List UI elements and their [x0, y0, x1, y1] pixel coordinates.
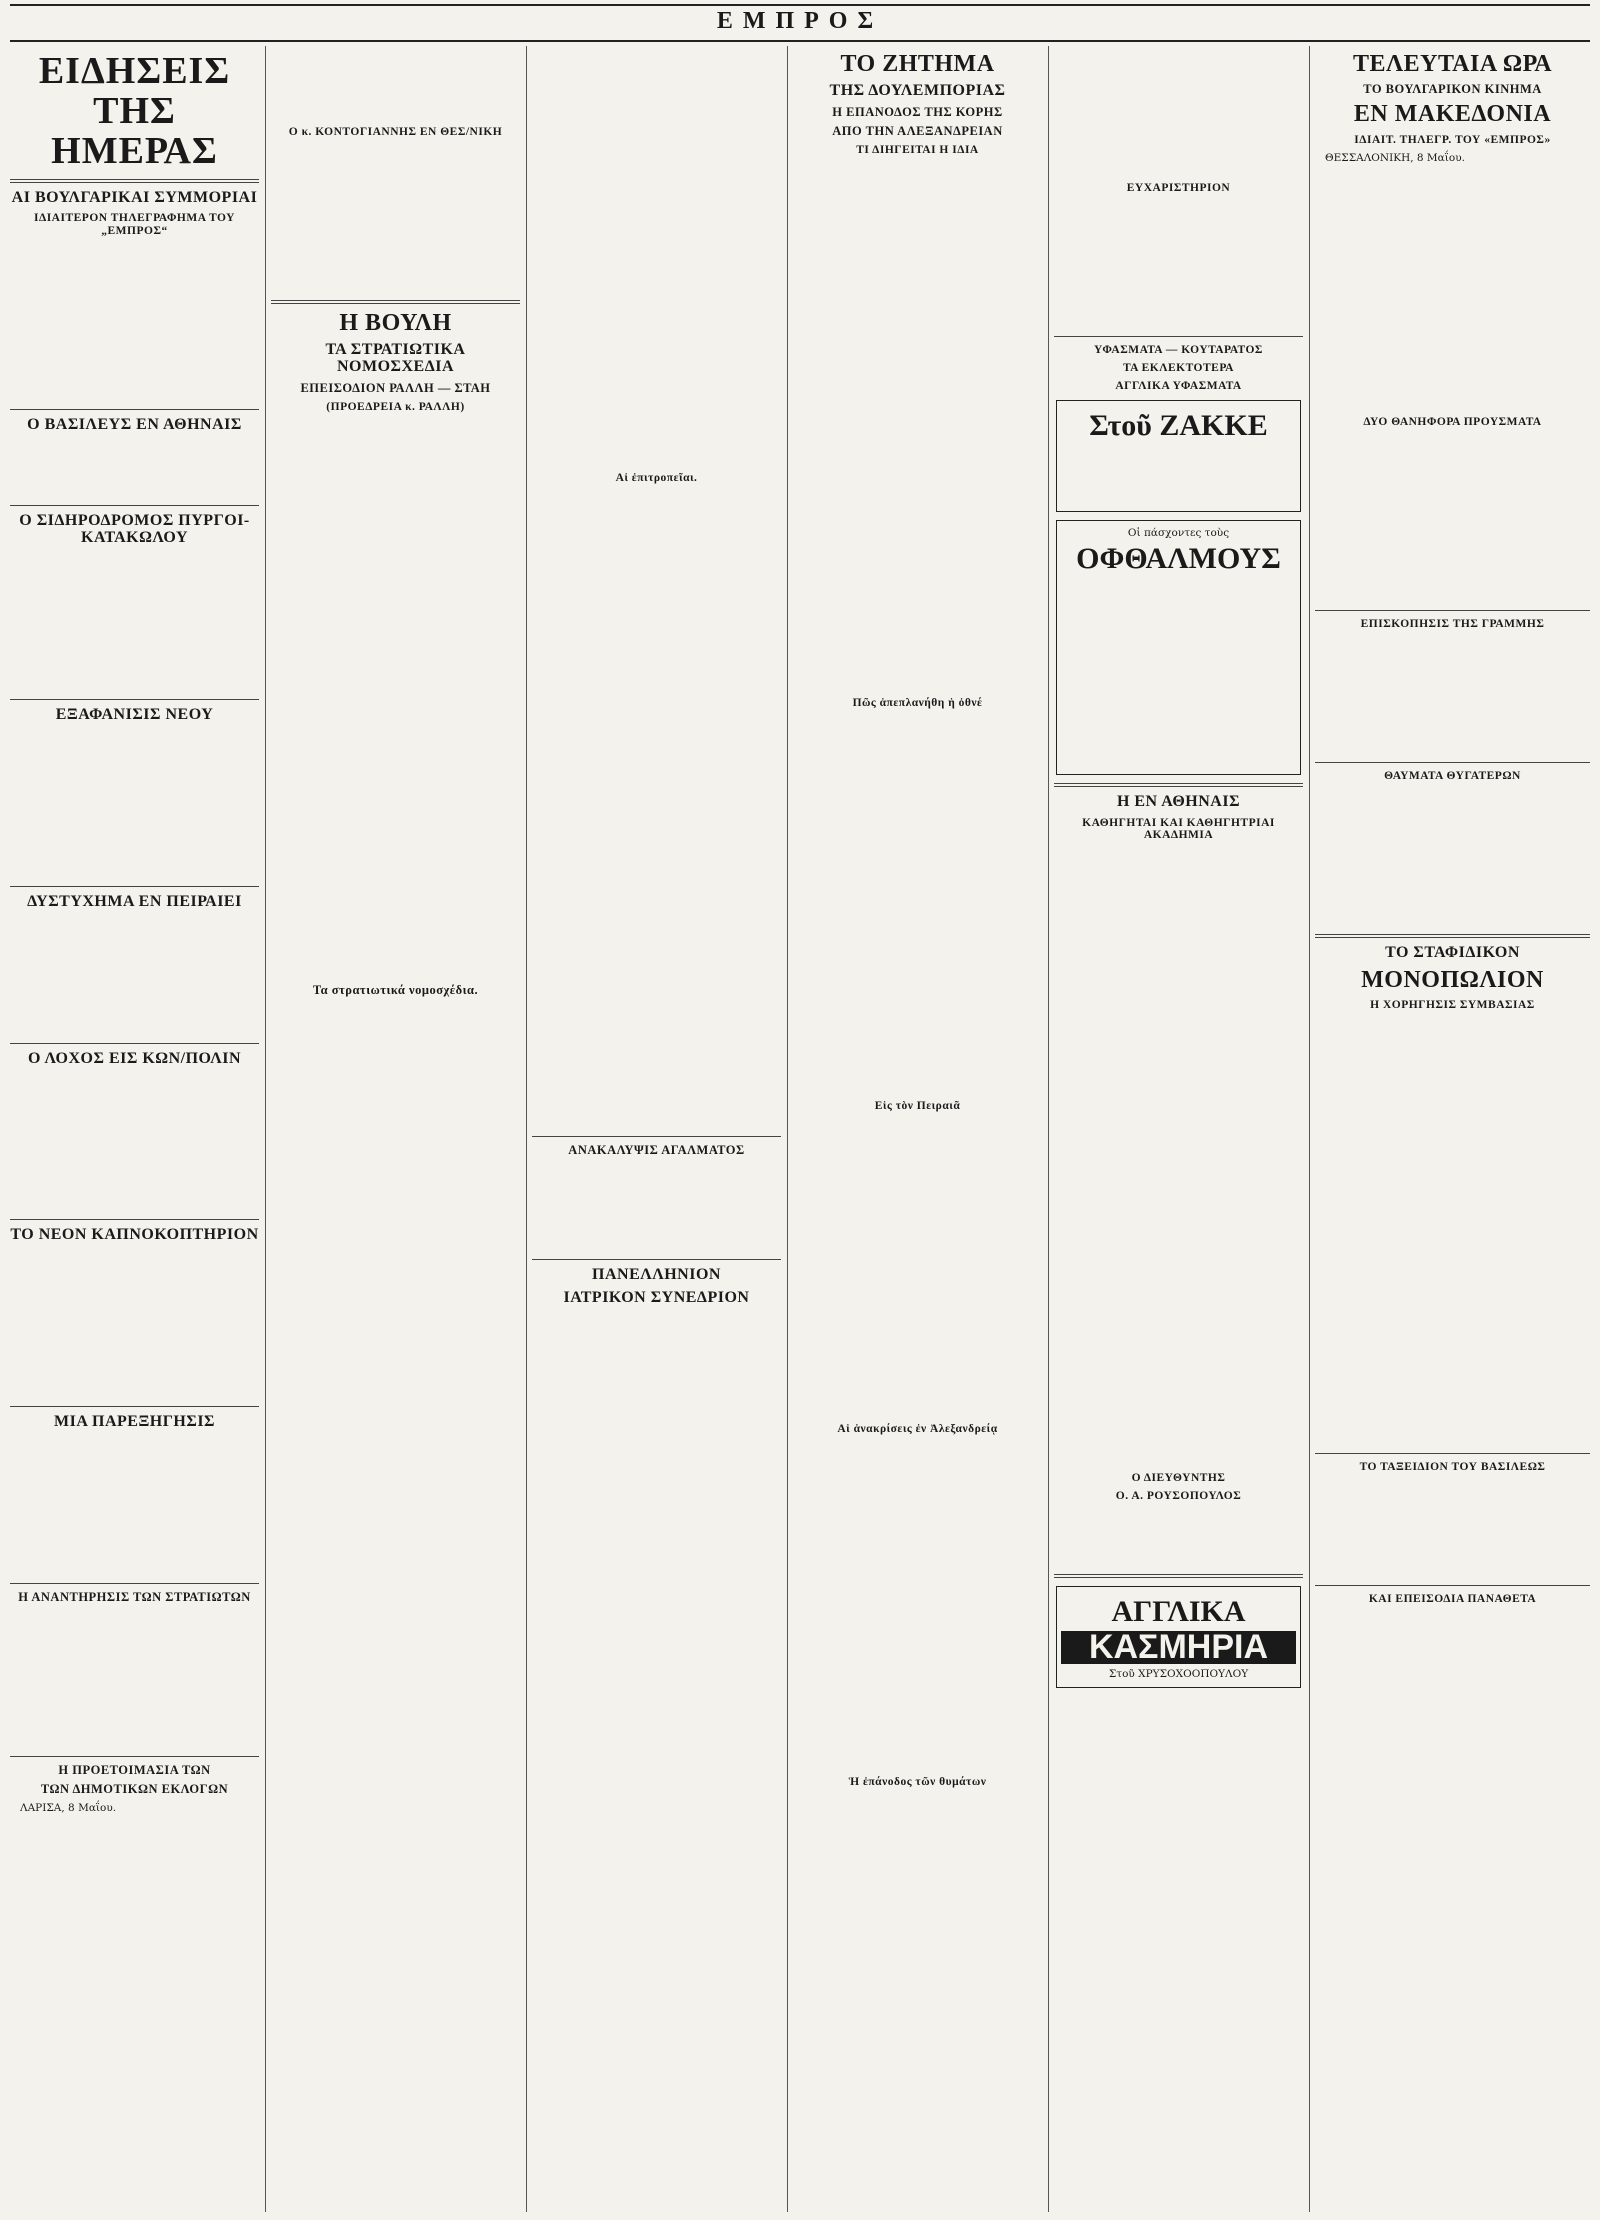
section-heading: ΥΦΑΣΜΑΤΑ — ΚΟΥΤΑΡΑΤΟΣ: [1094, 344, 1263, 357]
text-block: [793, 161, 1042, 691]
advert-english: ΑΓΓΛΙΚΑ: [1111, 1595, 1246, 1629]
divider: [10, 1043, 259, 1044]
section-heading: ΕΝ ΜΑΚΕΔΟΝΙΑ: [1353, 101, 1552, 128]
divider: [10, 1756, 259, 1757]
divider: [1054, 783, 1303, 787]
text-block: [1061, 578, 1296, 768]
text-block: [10, 729, 259, 879]
column-2: [271, 46, 520, 2212]
column-rule: [1048, 46, 1049, 2212]
text-block: [10, 1249, 259, 1399]
text-block: [1054, 46, 1303, 176]
section-heading: ΠΑΝΕΛΛΗΝΙΟΝ: [592, 1266, 721, 1284]
section-heading: ΕΥΧΑΡΙΣΤΗΡΙΟΝ: [1126, 182, 1231, 194]
dateline: ΘΕΣΣΑΛΟΝΙΚΗ, 8 Μαΐου.: [1325, 151, 1465, 164]
section-heading: Η ΕΠΑΝΟΔΟΣ ΤΗΣ ΚΟΡΗΣ: [832, 104, 1003, 119]
advert-zakke: [1056, 400, 1301, 512]
text-block: [10, 1609, 259, 1749]
divider: [1315, 762, 1590, 763]
text-block: [10, 242, 259, 402]
section-heading: Ο κ. ΚΟΝΤΟΓΙΑΝΝΗΣ ΕΝ ΘΕΣ/ΝΙΚΗ: [288, 126, 503, 138]
section-heading: ΔΥΟ ΘΑΝΗΦΟΡΑ ΠΡΟΥΣΜΑΤΑ: [1363, 415, 1542, 428]
section-heading: ΙΑΤΡΙΚΟΝ ΣΥΝΕΔΡΙΟΝ: [563, 1288, 750, 1306]
section-heading: Αἱ ἀνακρίσεις ἐν Ἀλεξανδρείᾳ: [837, 1423, 998, 1436]
text-block: [10, 916, 259, 1036]
column-rule: [265, 46, 266, 2212]
section-heading: Ο ΣΙΔΗΡΟΔΡΟΜΟΣ ΠΥΡΓΟΙ-ΚΑΤΑΚΩΛΟΥ: [19, 512, 250, 547]
section-heading: Η ΠΡΟΕΤΟΙΜΑΣΙΑ ΤΩΝ: [58, 1763, 211, 1778]
column-rule: [787, 46, 788, 2212]
text-block: [1315, 787, 1590, 927]
advert-lead: Οἱ πάσχοντες τοὺς: [1127, 527, 1230, 540]
column-rule: [1309, 46, 1310, 2212]
telegram-note: ΙΔΙΑΙΤ. ΤΗΛΕΓΡ. ΤΟΥ «ΕΜΠΡΟΣ»: [1354, 133, 1551, 146]
section-heading: ΤΕΛΕΥΤΑΙΑ ΩΡΑ: [1352, 51, 1553, 77]
divider: [10, 179, 259, 183]
advert-brand: Στοῦ ΖΑΚΚΕ: [1089, 409, 1268, 443]
section-heading: Πῶς ἀπεπλανήθη ἡ ὀθνέ: [852, 697, 983, 710]
divider: [532, 1259, 781, 1260]
section-heading: ΑΙ ΒΟΥΛΓΑΡΙΚΑΙ ΣΥΜΜΟΡΙΑΙ: [11, 188, 258, 206]
divider: [10, 886, 259, 887]
section-heading: ΜΟΝΟΠΩΛΙΟΝ: [1361, 966, 1544, 993]
divider: [532, 1136, 781, 1137]
text-block: [1054, 846, 1303, 1466]
text-block: [532, 1312, 781, 1912]
section-heading: Εἰς τὸν Πειραιᾶ: [874, 1100, 961, 1113]
section-heading: ΤΩΝ ΔΗΜΟΤΙΚΩΝ ΕΚΛΟΓΩΝ: [40, 1782, 229, 1797]
column-6: [1315, 46, 1590, 2212]
advert-cashmere: [1056, 1586, 1301, 1688]
divider: [10, 1219, 259, 1220]
section-heading: ΜΙΑ ΠΑΡΕΞΗΓΗΣΙΣ: [54, 1413, 215, 1431]
masthead-title: ΕΜΠΡΟΣ: [716, 8, 884, 34]
text-block: [1315, 635, 1590, 755]
section-heading: ΚΑΘΗΓΗΤΑΙ ΚΑΙ ΚΑΘΗΓΗΤΡΙΑΙ ΑΚΑΔΗΜΙΑ: [1082, 817, 1275, 842]
divider: [10, 1583, 259, 1584]
section-heading: ΤΟ ΝΕΟΝ ΚΑΠΝΟΚΟΠΤΗΡΙΟΝ: [10, 1226, 259, 1244]
text-block: [793, 1117, 1042, 1417]
text-block: [532, 46, 781, 466]
columns: [10, 46, 1590, 2212]
section-heading: Η ΧΟΡΗΓΗΣΙΣ ΣΥΜΒΑΣΙΑΣ: [1370, 998, 1535, 1011]
text-block: [10, 438, 259, 498]
masthead: [0, 0, 1600, 44]
text-block: [532, 1162, 781, 1252]
text-block: [10, 1436, 259, 1576]
divider: [271, 300, 520, 304]
text-block: [1315, 433, 1590, 603]
section-heading: Ο ΛΟΧΟΣ ΕΙΣ ΚΩΝ/ΠΟΛΙΝ: [27, 1049, 242, 1067]
section-heading: ΘΑΥΜΑΤΑ ΘΥΓΑΤΕΡΩΝ: [1384, 769, 1521, 782]
section-heading: ΔΥΣΤΥΧΗΜΑ ΕΝ ΠΕΙΡΑΙΕΙ: [27, 892, 242, 910]
section-heading: ΤΟ ΤΑΞΕΙΔΙΟΝ ΤΟΥ ΒΑΣΙΛΕΩΣ: [1359, 1461, 1546, 1473]
section-heading: Αἱ ἐπιτροπεῖαι.: [615, 472, 698, 484]
divider: [10, 1406, 259, 1407]
text-block: [1054, 1507, 1303, 1567]
section-heading: ΤΟ ΣΤΑΦΙΔΙΚΟΝ: [1385, 943, 1520, 961]
divider: [10, 505, 259, 506]
section-heading: ΕΠΙΣΚΟΠΗΣΙΣ ΤΗΣ ΓΡΑΜΜΗΣ: [1360, 617, 1545, 630]
masthead-rule-top: [10, 4, 1590, 6]
divider: [1315, 934, 1590, 938]
divider: [1054, 336, 1303, 337]
text-block: [271, 46, 520, 120]
text-block: [1315, 1016, 1590, 1446]
text-block: [793, 714, 1042, 1094]
signature-title: Ο ΔΙΕΥΘΥΝΤΗΣ: [1131, 1472, 1226, 1485]
text-block: [271, 418, 520, 978]
text-block: [1061, 445, 1296, 505]
section-heading: Η ΕΝ ΑΘΗΝΑΙΣ: [1116, 793, 1241, 811]
section-heading: ΤΙ ΔΙΗΓΕΙΤΑΙ Η ΙΔΙΑ: [856, 144, 979, 157]
section-heading: ΚΑΙ ΕΠΕΙΣΟΔΙΑ ΠΑΝΑΘΕΤΑ: [1368, 1593, 1537, 1606]
section-heading: Τα στρατιωτικά νομοσχέδια.: [312, 983, 479, 998]
section-heading: ΕΞΑΦΑΝΙΣΙΣ ΝΕΟΥ: [55, 705, 214, 723]
text-block: [10, 1072, 259, 1212]
divider: [10, 409, 259, 410]
text-block: [1054, 199, 1303, 329]
fabrics-line: ΤΑ ΕΚΛΕΚΤΟΤΕΡΑ: [1123, 362, 1234, 375]
section-heading: ΑΠΟ ΤΗΝ ΑΛΕΞΑΝΔΡΕΙΑΝ: [832, 124, 1003, 139]
section-heading: ΑΝΑΚΑΛΥΨΙΣ ΑΓΑΛΜΑΤΟΣ: [568, 1143, 745, 1158]
text-block: [1315, 170, 1590, 410]
column-5: [1054, 46, 1303, 2212]
column-1: [10, 46, 259, 2212]
section-heading: Ο ΒΑΣΙΛΕΥΣ ΕΝ ΑΘΗΝΑΙΣ: [27, 415, 242, 433]
telegram-note: ΙΔΙΑΙΤΕΡΟΝ ΤΗΛΕΓΡΑΦΗΜΑ ΤΟΥ „ΕΜΠΡΟΣ“: [34, 212, 235, 237]
advert-cashmere-title: ΚΑΣΜΗΡΙΑ: [1061, 1631, 1296, 1664]
divider: [10, 699, 259, 700]
column-3: [532, 46, 781, 2212]
advert-title: ΟΦΘΑΛΜΟΥΣ: [1076, 542, 1281, 576]
text-block: [793, 1794, 1042, 2094]
advert-eyes: [1056, 520, 1301, 775]
section-heading: ΤΑ ΣΤΡΑΤΙΩΤΙΚΑ ΝΟΜΟΣΧΕΔΙΑ: [325, 341, 466, 376]
text-block: [532, 489, 781, 1129]
column-4: [793, 46, 1042, 2212]
section-heading: Η ΑΝΑΝΤΗΡΗΣΙΣ ΤΩΝ ΣΤΡΑΤΙΩΤΩΝ: [18, 1589, 251, 1604]
text-block: [271, 143, 520, 293]
section-heading: Η ΒΟΥΛΗ: [339, 310, 452, 337]
advert-store: Στοῦ ΧΡΥΣΟΧΟΟΠΟΥΛΟΥ: [1108, 1668, 1249, 1681]
text-block: [1315, 1478, 1590, 1578]
column-rule: [526, 46, 527, 2212]
section-heading: ΤΟ ΒΟΥΛΓΑΡΙΚΟΝ ΚΙΝΗΜΑ: [1363, 82, 1542, 97]
text-block: [1315, 1610, 1590, 1910]
section-heading: ΤΟ ΖΗΤΗΜΑ: [840, 51, 995, 77]
text-block: [793, 1440, 1042, 1770]
divider: [1054, 1574, 1303, 1578]
section-heading: ΤΗΣ ΔΟΥΛΕΜΠΟΡΙΑΣ: [829, 82, 1006, 100]
signature-name: Ο. Α. ΡΟΥΣΟΠΟΥΛΟΣ: [1115, 1490, 1242, 1503]
text-block: [271, 1002, 520, 1602]
divider: [1315, 1585, 1590, 1586]
divider: [1315, 1453, 1590, 1454]
section-heading: Ἡ ἐπάνοδος τῶν θυμάτων: [848, 1776, 987, 1789]
masthead-rule-bottom: [10, 40, 1590, 42]
text-block: [10, 552, 259, 692]
main-headline: ΕΙΔΗΣΕΙΣ ΤΗΣ ΗΜΕΡΑΣ: [38, 50, 231, 172]
dateline: ΛΑΡΙΣΑ, 8 Μαΐου.: [20, 1802, 117, 1815]
section-heading: ΕΠΕΙΣΟΔΙΟΝ ΡΑΛΛΗ — ΣΤΑΗ: [300, 380, 491, 395]
fabrics-line-2: ΑΓΓΛΙΚΑ ΥΦΑΣΜΑΤΑ: [1115, 380, 1242, 393]
presidency-note: (ΠΡΟΕΔΡΕΙΑ κ. ΡΑΛΛΗ): [326, 400, 465, 413]
divider: [1315, 610, 1590, 611]
